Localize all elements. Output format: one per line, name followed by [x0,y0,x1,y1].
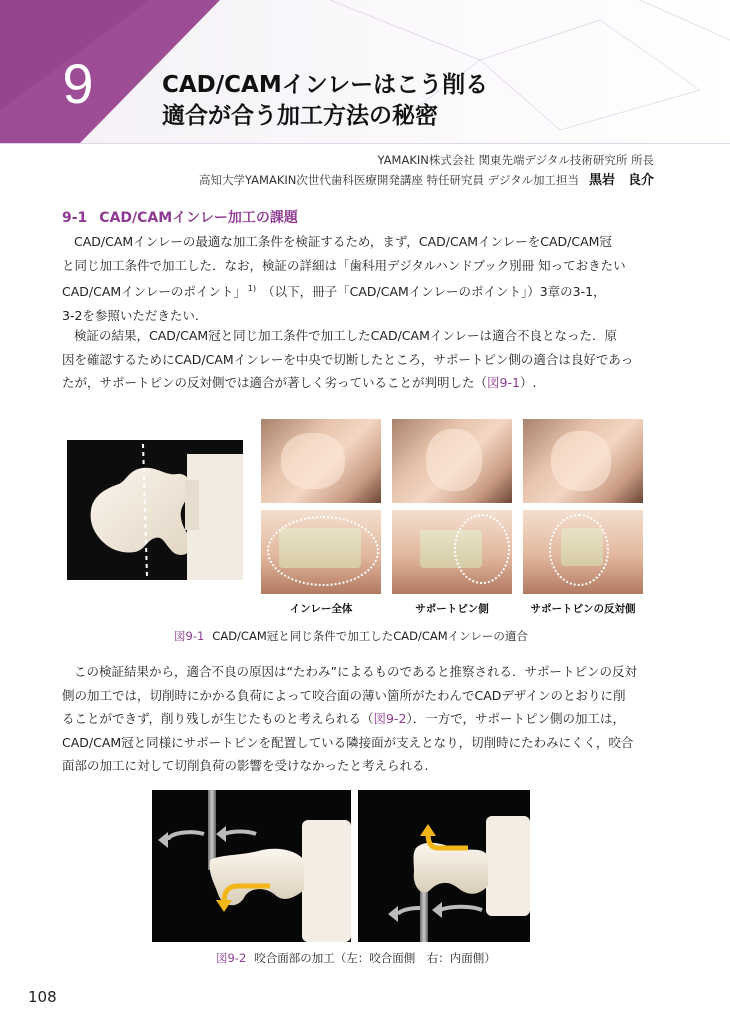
inlay-shape [67,440,243,580]
p2-line-1: 検証の結果，CAD/CAM冠と同じ加工条件で加工したCAD/CAMインレーは適合不良となった．原 [74,328,618,343]
affiliation-2-text: 高知大学YAMAKIN次世代歯科医療開発講座 特任研究員 デジタル加工担当 [199,173,579,187]
figure-9-2-ref[interactable]: 図9-2 [373,711,407,726]
opposite-side-section-photo [523,510,643,594]
title-line-2: 適合が合う加工方法の秘密 [162,103,438,129]
occlusal-side-machining-photo [152,790,351,942]
p1-line-1: CAD/CAMインレーの最適な加工条件を検証するため，まず，CAD/CAMインレーをCAD/CAM冠 [74,234,612,249]
p1-line-4: 3-2を参照いただきたい. [62,307,199,323]
figure-9-2-caption [216,950,496,966]
p3-line-1: この検証結果から，適合不良の原因は“たわみ”によるものであると推察される．サポートピンの反対 [74,664,637,679]
p2-line-3 [62,371,667,395]
occlusal-side-illustration [152,790,351,942]
p3-line-2: 側の加工では，切削時にかかる負荷によって咬合面の薄い箇所がたわんでCADデザインのとおりに削 [62,687,626,703]
chapter-title [162,70,488,132]
caption-text: 咬合面部の加工（左：咬合面側 右：内面側） [254,951,496,965]
caption-text: CAD/CAM冠と同じ条件で加工したCAD/CAMインレーの適合 [212,629,528,643]
caption-number: 図9-2 [216,951,247,965]
opposite-side-occlusal-photo [523,419,643,503]
affiliation-1: YAMAKIN株式会社 関東先端デジタル技術研究所 所長 [377,153,654,167]
highlight-oval [267,516,379,586]
support-pin-side-occlusal-photo [392,419,512,503]
p3-line-5: 面部の加工に対して切削負荷の影響を受けなかったと考えられる. [62,758,429,773]
title-line-1: CAD/CAMインレーはこう削る [162,72,489,98]
paragraph-1 [62,230,667,327]
figure-9-1-caption [174,628,528,644]
chapter-number: 9 [62,52,94,115]
inner-side-machining-photo [358,790,530,942]
support-pin-side-section-photo [392,510,512,594]
section-heading [62,207,298,227]
p3-line-4: CAD/CAM冠と同様にサポートピンを配置している隣接面が支えとなり，切削時にたわみにくく，咬合 [62,734,634,750]
caption-number: 図9-1 [174,629,205,643]
inlay-region [426,429,482,491]
inlay-whole-section-photo [261,510,381,594]
inlay-region [551,431,611,491]
author-block [199,150,654,191]
paragraph-2 [62,324,667,395]
inlay-region [281,433,345,489]
inlay-cross-section-photo [67,440,243,580]
section-number: 9-1 [62,210,88,226]
label-opposite-side: サポートピンの反対側 [530,603,636,615]
p2-line-2: 因を確認するためにCAD/CAMインレーを中央で切断したところ，サポートピン側の適合は良好であっ [62,351,634,367]
p3-line-3-end: ）．一方で，サポートピン側の加工は， [406,711,625,726]
p2-line-3-text: たが，サポートピンの反対側では適合が著しく劣っていることが判明した（ [62,375,488,390]
p3-line-3-text: ることができず，削り残しが生じたものと考えられる（ [62,711,374,726]
affiliation-2 [199,170,654,191]
page-number: 108 [28,988,57,1006]
p1-line-3-main: CAD/CAMインレーのポイント」 [62,284,246,300]
section-title: CAD/CAMインレー加工の課題 [99,210,298,226]
figure-9-1-ref[interactable]: 図9-1 [487,375,520,390]
highlight-oval [549,514,609,586]
chapter-header [0,0,730,144]
author-name: 黒岩 良介 [588,173,654,188]
paragraph-3 [62,660,667,778]
p1-line-2: と同じ加工条件で加工した．なお，検証の詳細は「歯科用デジタルハンドブック別冊 知っておきたい [62,257,626,273]
p1-line-3 [62,277,667,304]
footnote-ref: 1) [247,284,257,293]
highlight-oval [454,514,510,584]
inlay-whole-occlusal-photo [261,419,381,503]
label-support-pin-side: サポートピン側 [415,603,489,615]
p2-line-3-end: ）. [519,375,537,390]
label-inlay-whole: インレー全体 [289,603,353,615]
p3-line-3 [62,707,667,731]
inner-side-illustration [358,790,530,942]
p1-line-3-rest: （以下，冊子「CAD/CAMインレーのポイント」）3章の3-1， [262,284,606,300]
